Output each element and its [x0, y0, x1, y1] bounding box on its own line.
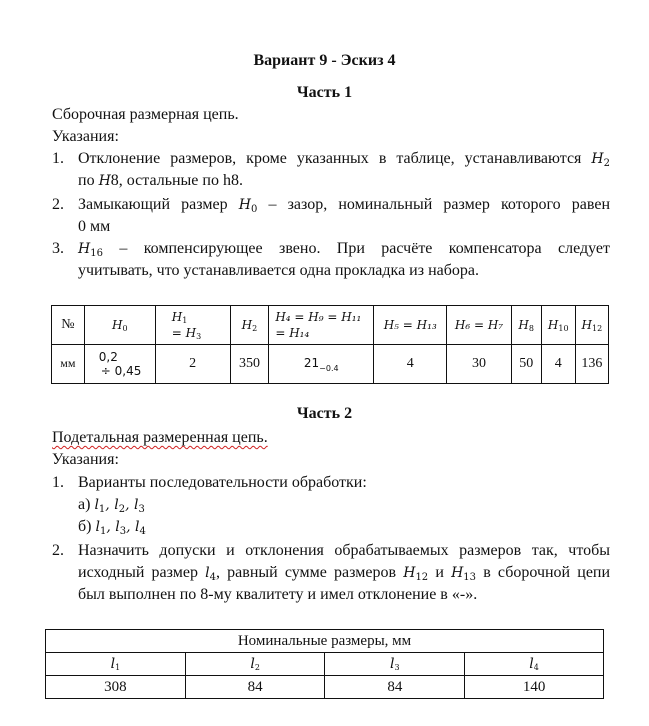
header-l4: $l_4$ — [465, 653, 604, 676]
math-h0: $H_0$ — [238, 197, 258, 215]
header-l2: $l_2$ — [185, 653, 325, 676]
dimensions-table — [51, 305, 609, 384]
part1-subtitle: Сборочная размерная цепь. — [52, 106, 239, 123]
part2-instructions-label: Указания: — [52, 451, 119, 468]
part1-instructions-label: Указания: — [52, 128, 119, 145]
cell-h2: 350 — [230, 345, 269, 384]
table-caption-row — [46, 630, 604, 653]
list-number: 2. — [52, 542, 64, 559]
math-h2: $H_2$ — [591, 151, 611, 169]
list-number: 1. — [52, 474, 64, 491]
item-text: 8, остальные по h8. — [110, 172, 243, 189]
cell-h8: 50 — [511, 345, 541, 384]
cell-l2: 84 — [185, 676, 325, 699]
document-title: Вариант 9 - Эскиз 4 — [253, 52, 396, 69]
item-text: 0 мм — [78, 218, 111, 235]
cell-h10: 4 — [541, 345, 575, 384]
header-h0: $H_0$ — [84, 306, 155, 345]
cell-l4: 140 — [465, 676, 604, 699]
header-l1: $l_1$ — [46, 653, 186, 676]
list-text — [78, 238, 610, 282]
cell-h12: 136 — [575, 345, 608, 384]
math-h16: $H_{16}$ — [78, 241, 103, 259]
header-l3: $l_3$ — [325, 653, 465, 676]
table-caption: Номинальные размеры, мм — [46, 630, 604, 653]
header-h10: $H_{10}$ — [541, 306, 575, 345]
part2-heading: Часть 2 — [296, 405, 353, 422]
table-header-row — [52, 306, 609, 345]
header-h5-h13: H₅ = H₁₃ — [374, 306, 447, 345]
list-text: Назначить допуски и отклонения обрабатываемых размеров так, чтобы исходный размер $l_4$, равный сумме размеров $H_{12}$ и $H_{13}$ в сборочной цепи был выполнен по 8-му квалитету и имел отклонение в «-». — [78, 542, 611, 603]
list-text — [78, 148, 610, 192]
cell-h5-h13: 4 — [374, 345, 447, 384]
option-b: б) $l_1$, $l_3$, $l_4$ — [78, 518, 146, 537]
header-h6-h7: H₆ = H₇ — [447, 306, 511, 345]
cell-h4: $21_{-0.4}$ — [269, 345, 374, 384]
item-text: по — [78, 172, 95, 189]
math-h: H — [98, 173, 111, 189]
header-h12: $H_{12}$ — [575, 306, 608, 345]
option-a: а) $l_1$, $l_2$, $l_3$ — [78, 496, 145, 515]
header-h1-h3: $H_1$ = $H_3$ — [155, 306, 230, 345]
list-number: 1. — [52, 150, 64, 167]
table-row — [46, 676, 604, 699]
nominal-sizes-table — [45, 629, 604, 699]
header-h4-h9-h11-h14: H₄ = H₉ = H₁₁ = H₁₄ — [269, 306, 374, 345]
table-row — [52, 345, 609, 384]
cell-l1: 308 — [46, 676, 186, 699]
item-text: – компенсирующее звено. При расчёте компенсатора следует — [119, 240, 611, 257]
header-number: № — [52, 306, 85, 345]
header-h8: $H_8$ — [511, 306, 541, 345]
item-text: учитывать, что устанавливается одна прокладка из набора. — [78, 262, 479, 279]
cell-l3: 84 — [325, 676, 465, 699]
cell-h0: 0,2 ÷ 0,45 — [84, 345, 155, 384]
cell-unit: мм — [52, 345, 85, 384]
item-text: Отклонение размеров, кроме указанных в таблице, устанавливаются — [78, 150, 582, 167]
part1-heading: Часть 1 — [296, 84, 353, 101]
header-h2: $H_2$ — [230, 306, 269, 345]
list-number: 3. — [52, 240, 64, 257]
list-text: Варианты последовательности обработки: — [78, 474, 367, 491]
cell-h6-h7: 30 — [447, 345, 511, 384]
part2-subtitle: Подетальная размеренная цепь. — [52, 429, 268, 446]
item-text: – зазор, номинальный размер которого равен — [268, 196, 611, 213]
cell-h1-h3: 2 — [155, 345, 230, 384]
list-number: 2. — [52, 196, 64, 213]
list-text — [78, 194, 610, 238]
item-text: Замыкающий размер — [78, 196, 228, 213]
table-header-row — [46, 653, 604, 676]
